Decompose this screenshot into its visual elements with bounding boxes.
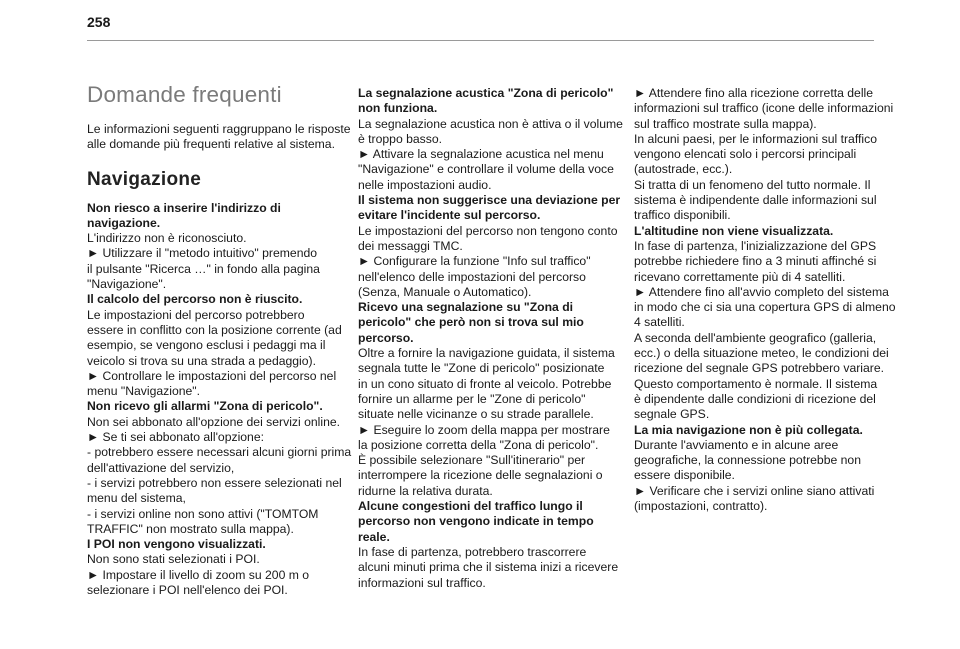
body-text-line: il pulsante "Ricerca …" in fondo alla pagina bbox=[87, 261, 320, 276]
question-heading-line: L'altitudine non viene visualizzata. bbox=[634, 223, 834, 238]
body-text-line: veicolo si trova su una strada a pedaggio). bbox=[87, 353, 316, 368]
body-text-line: ► Utilizzare il "metodo intuitivo" premendo bbox=[87, 246, 318, 261]
body-text-line: segnala tutte le "Zone di pericolo" posizionate bbox=[358, 361, 605, 376]
body-text-line: vengono elencati solo i percorsi principali bbox=[634, 147, 857, 162]
body-text-line: essere in conflitto con la posizione corrente (ad bbox=[87, 322, 342, 337]
body-text-line: Non sei abbonato all'opzione dei servizi online. bbox=[87, 414, 341, 429]
question-heading-line: La segnalazione acustica "Zona di pericolo" bbox=[358, 86, 614, 100]
question-heading-line: Non ricevo gli allarmi "Zona di pericolo". bbox=[87, 399, 323, 414]
body-text-line: selezionare i POI nell'elenco dei POI. bbox=[87, 583, 288, 598]
intro-line: Le informazioni seguenti raggruppano le risposte bbox=[87, 122, 351, 136]
question-heading-line: Il sistema non suggerisce una deviazione per bbox=[358, 193, 621, 208]
body-text-line: In fase di partenza, potrebbero trascorrere bbox=[358, 544, 587, 559]
body-text-line: informazioni sul traffico (icone delle informazioni bbox=[634, 101, 894, 116]
body-text-line: ► Se ti sei abbonato all'opzione: bbox=[87, 430, 265, 445]
question-heading-line: reale. bbox=[358, 529, 390, 544]
body-text-line: Le impostazioni del percorso potrebbero bbox=[87, 307, 305, 322]
body-text-line: la posizione corretta della "Zona di pericolo". bbox=[358, 437, 599, 452]
body-text-line: Non sono stati selezionati i POI. bbox=[87, 552, 260, 567]
body-text-line: Durante l'avviamento e in alcune aree bbox=[634, 437, 839, 452]
body-text-line: geografiche, la connessione potrebbe non bbox=[634, 453, 861, 468]
page-number: 258 bbox=[87, 14, 111, 30]
body-text-line: in modo che ci sia una copertura GPS di almeno bbox=[634, 300, 896, 315]
body-text-line: ecc.) o della situazione meteo, le condizioni dei bbox=[634, 346, 889, 361]
body-text-line: È possibile selezionare "Sull'itinerario" per bbox=[358, 453, 586, 468]
body-text-line: menu del sistema, bbox=[87, 491, 186, 506]
body-text-line: ricevano correttamente più di 4 satelliti. bbox=[634, 269, 846, 284]
column-1-body bbox=[87, 201, 352, 599]
body-text-line: è dipendente dalle condizioni di ricezione del bbox=[634, 391, 876, 406]
intro-line: alle domande più frequenti relative al sistema. bbox=[87, 137, 335, 152]
question-heading-line: non funziona. bbox=[358, 101, 438, 116]
body-text-line: ► Controllare le impostazioni del percorso nel bbox=[87, 368, 337, 383]
intro-text bbox=[87, 122, 352, 153]
body-text-line: Si tratta di un fenomeno del tutto normale. Il bbox=[634, 177, 871, 192]
question-heading-line: La mia navigazione non è più collegata. bbox=[634, 422, 863, 437]
body-text-line: A seconda dell'ambiente geografico (galleria, bbox=[634, 330, 877, 345]
body-text-line: (impostazioni, contratto). bbox=[634, 499, 768, 514]
body-text-line: dell'attivazione del servizio, bbox=[87, 460, 235, 475]
body-text-line: Oltre a fornire la navigazione guidata, il sistema bbox=[358, 346, 615, 361]
body-text-line: fornire un allarme per le "Zone di pericolo" bbox=[358, 391, 586, 406]
body-text-line: alcuni minuti prima che il sistema inizi a ricevere bbox=[358, 560, 619, 575]
body-text-line: situate nelle vicinanze o su strade parallele. bbox=[358, 407, 594, 422]
body-text-line: in un cono situato di fronte al veicolo. Potrebbe bbox=[358, 376, 612, 391]
page-title: Domande frequenti bbox=[87, 82, 282, 107]
question-heading-line: evitare l'incidente sul percorso. bbox=[358, 208, 541, 223]
question-heading-line: percorso non vengono indicate in tempo bbox=[358, 514, 594, 529]
question-heading-line: Alcune congestioni del traffico lungo il bbox=[358, 499, 583, 514]
body-text-line: ► Attivare la segnalazione acustica nel menu bbox=[358, 147, 604, 162]
question-heading-line: percorso. bbox=[358, 330, 414, 345]
body-text-line: "Navigazione" e controllare il volume della voce bbox=[358, 162, 614, 177]
body-text-line: ricezione del segnale GPS potrebbero variare. bbox=[634, 361, 884, 376]
body-text-line: In fase di partenza, l'inizializzazione del GPS bbox=[634, 238, 877, 253]
body-text-line: (autostrade, ecc.). bbox=[634, 162, 733, 177]
body-text-line: traffico disponibili. bbox=[634, 208, 731, 223]
column-3 bbox=[634, 86, 899, 514]
body-text-line: - potrebbero essere necessari alcuni giorni prima bbox=[87, 445, 352, 460]
body-text-line: ► Verificare che i servizi online siano attivati bbox=[634, 483, 875, 498]
body-text-line: è troppo basso. bbox=[358, 131, 443, 146]
body-text-line: sistema è indipendente dalle informazioni sul bbox=[634, 193, 877, 208]
body-text-line: - i servizi online non sono attivi ("TOMTOM bbox=[87, 506, 319, 521]
body-text-line: essere disponibile. bbox=[634, 468, 735, 483]
column-2-body bbox=[358, 86, 623, 591]
body-text-line: La segnalazione acustica non è attiva o il volume bbox=[358, 116, 623, 131]
body-text-line: ► Attendere fino all'avvio completo del sistema bbox=[634, 284, 889, 299]
body-text-line: potrebbe richiedere fino a 3 minuti affinché si bbox=[634, 254, 877, 269]
body-text-line: sul traffico mostrate sulla mappa). bbox=[634, 116, 817, 131]
body-text-line: ► Eseguire lo zoom della mappa per mostrare bbox=[358, 422, 610, 437]
body-text-line: L'indirizzo non è riconosciuto. bbox=[87, 231, 247, 246]
body-text-line: interrompere la ricezione delle segnalazioni o bbox=[358, 468, 603, 483]
body-text-line: dei messaggi TMC. bbox=[358, 238, 463, 253]
body-text-line: TRAFFIC" non mostrato sulla mappa). bbox=[87, 521, 294, 536]
body-text-line: ► Attendere fino alla ricezione corretta delle bbox=[634, 86, 874, 100]
question-heading-line: pericolo" che però non si trova sul mio bbox=[358, 315, 584, 330]
question-heading-line: Ricevo una segnalazione su "Zona di bbox=[358, 300, 574, 315]
body-text-line: ridurne la relativa durata. bbox=[358, 483, 493, 498]
body-text-line: esempio, se vengono esclusi i pedaggi ma il bbox=[87, 338, 326, 353]
question-heading-line: Non riesco a inserire l'indirizzo di bbox=[87, 200, 281, 215]
body-text-line: In alcuni paesi, per le informazioni sul traffico bbox=[634, 131, 877, 146]
body-text-line: nell'elenco delle impostazioni del percorso bbox=[358, 269, 586, 284]
question-heading-line: navigazione. bbox=[87, 215, 161, 230]
body-text-line: nelle impostazioni audio. bbox=[358, 177, 492, 192]
body-text-line: Questo comportamento è normale. Il sistema bbox=[634, 376, 878, 391]
question-heading-line: Il calcolo del percorso non è riuscito. bbox=[87, 292, 303, 307]
body-text-line: ► Impostare il livello di zoom su 200 m o bbox=[87, 567, 310, 582]
body-text-line: - i servizi potrebbero non essere selezionati nel bbox=[87, 475, 342, 490]
body-text-line: (Senza, Manuale o Automatico). bbox=[358, 284, 532, 299]
body-text-line: segnale GPS. bbox=[634, 407, 710, 422]
body-text-line: menu "Navigazione". bbox=[87, 384, 200, 399]
column-1 bbox=[87, 82, 352, 598]
column-3-body bbox=[634, 86, 899, 514]
column-2 bbox=[358, 86, 623, 591]
body-text-line: ► Configurare la funzione "Info sul traffico" bbox=[358, 254, 591, 269]
section-heading: Navigazione bbox=[87, 168, 202, 190]
body-text-line: "Navigazione". bbox=[87, 277, 167, 292]
question-heading-line: I POI non vengono visualizzati. bbox=[87, 537, 266, 552]
body-text-line: 4 satelliti. bbox=[634, 315, 685, 330]
body-text-line: informazioni sul traffico. bbox=[358, 575, 486, 590]
header-divider bbox=[87, 40, 874, 41]
body-text-line: Le impostazioni del percorso non tengono conto bbox=[358, 223, 618, 238]
